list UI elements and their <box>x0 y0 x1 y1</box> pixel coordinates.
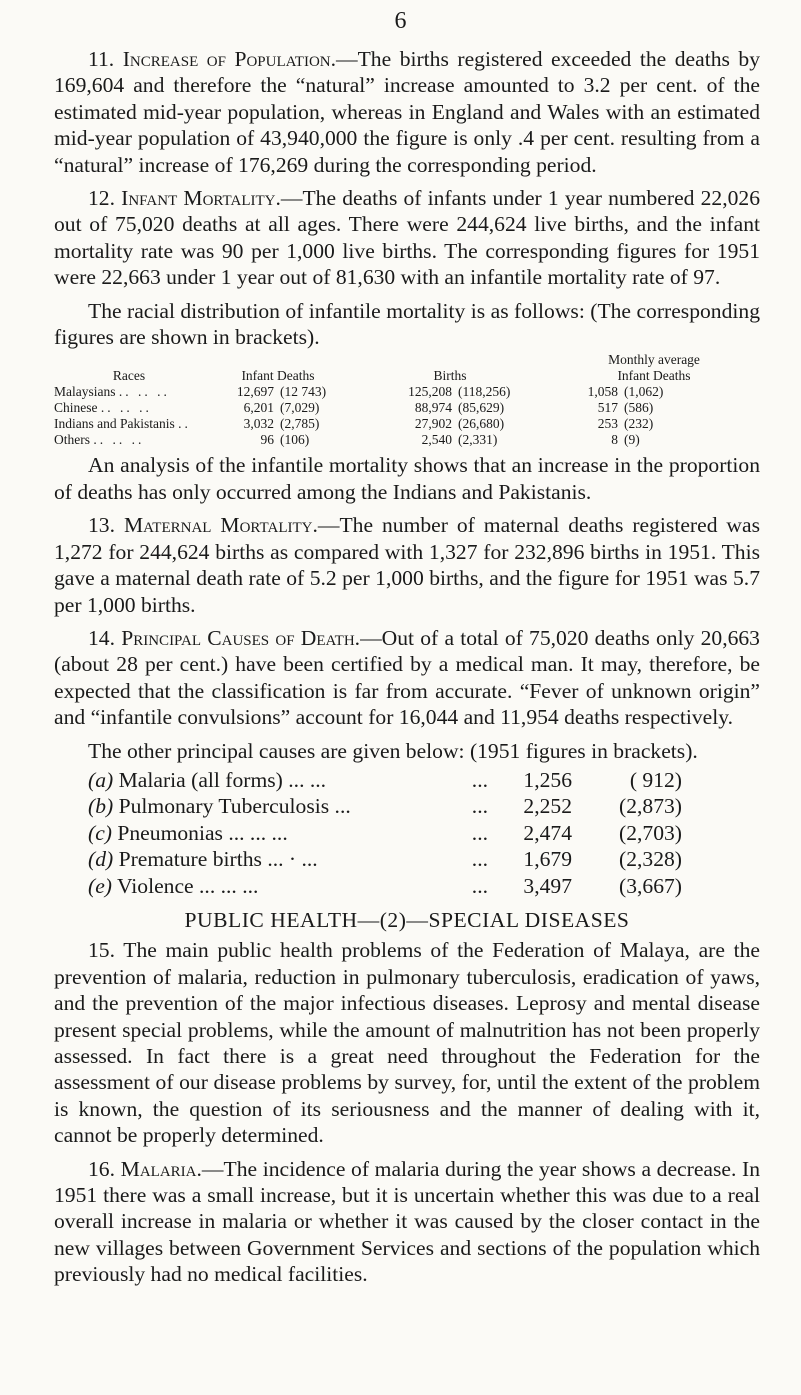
cause-label: (e) Violence ... ... ... <box>88 873 259 898</box>
deaths-prev-cell: (2,785) <box>280 416 320 432</box>
deaths-cell: 6,201 <box>243 400 274 416</box>
race-cell: Others .. .. .. <box>54 432 145 448</box>
deaths-cell: 12,697 <box>236 384 274 400</box>
monthly-prev-cell: (9) <box>624 432 640 448</box>
monthly-prev-cell: (232) <box>624 416 654 432</box>
racial-intro: The racial distribution of infantile mortality is as follows: (The corresponding figures are shown in brackets). <box>54 298 760 350</box>
monthly-prev-cell: (586) <box>624 400 654 416</box>
table-row <box>54 384 760 400</box>
list-item <box>88 793 760 819</box>
cause-prev-value: (3,667) <box>619 873 682 898</box>
race-cell: Chinese .. .. .. <box>54 400 152 416</box>
births-cell: 125,208 <box>408 384 452 400</box>
births-prev-cell: (118,256) <box>458 384 511 400</box>
cause-value: 2,252 <box>523 794 572 819</box>
list-item <box>88 820 760 846</box>
births-prev-cell: (85,629) <box>458 400 505 416</box>
header-infant-deaths: Infant Deaths <box>241 368 315 384</box>
births-cell: 88,974 <box>414 400 452 416</box>
paragraph-text: —Out of a total of 75,020 deaths only 20,663 (about 28 per cent.) have been certified by a medical man. It may, therefore, be expected that the classification is far from accurate. “Fever of unknown origin” and “infantile convulsions” account for 16,044 and 11,954 deaths respectively. <box>54 625 760 730</box>
paragraph-number: 14. <box>88 625 115 650</box>
cause-label: (b) Pulmonary Tuberculosis ... <box>88 794 351 819</box>
cause-label: (a) Malaria (all forms) ... ... <box>88 767 327 792</box>
list-item <box>88 846 760 872</box>
paragraph-title: Maternal Mortality. <box>123 513 318 538</box>
causes-list <box>88 767 760 899</box>
paragraph-text: —The births registered exceeded the deaths by 169,604 and therefore the “natural” increase amounted to 3.2 per cent. of the estimated mid-year population, whereas in England and Wales with an estimated mid-year population of 43,940,000 the figure is only .4 per cent. resulting from a “natural” increase of 176,269 during the corresponding period. <box>54 47 760 177</box>
paragraph-title: Principal Causes of Death. <box>121 625 361 650</box>
monthly-cell: 1,058 <box>587 384 618 400</box>
header-monthly-line2: Infant Deaths <box>617 368 691 384</box>
deaths-cell: 3,032 <box>243 416 274 432</box>
paragraph-text: —The incidence of malaria during the year shows a decrease. In 1951 there was a small increase, but it is uncertain whether this was due to a real overall increase in malaria or whether it was caused by the closer contact in the new villages between Government Services and sections of the population which previously had no medical facilities. <box>54 1156 761 1287</box>
cause-value: 3,497 <box>523 873 572 898</box>
births-cell: 2,540 <box>421 432 452 448</box>
list-item <box>88 873 760 899</box>
births-prev-cell: (26,680) <box>458 416 505 432</box>
cause-prev-value: (2,328) <box>619 847 682 872</box>
cause-dots: ... <box>471 767 488 792</box>
header-monthly-average <box>548 352 760 384</box>
deaths-prev-cell: (7,029) <box>280 400 320 416</box>
cause-prev-value: (2,873) <box>619 794 682 819</box>
paragraph-title: Infant Mortality. <box>121 186 281 211</box>
monthly-cell: 517 <box>597 400 618 416</box>
race-cell: Indians and Pakistanis .. <box>54 416 191 432</box>
monthly-cell: 8 <box>611 432 618 448</box>
cause-prev-value: (2,703) <box>619 820 682 845</box>
paragraph-number: 13. <box>88 513 115 538</box>
cause-label: (c) Pneumonias ... ... ... <box>88 820 288 845</box>
cause-prev-value: ( 912) <box>629 767 682 792</box>
table-row <box>54 400 760 416</box>
paragraph-13 <box>54 512 760 618</box>
section-heading: PUBLIC HEALTH—(2)—SPECIAL DISEASES <box>184 907 630 932</box>
race-cell: Malaysians .. .. .. <box>54 384 170 400</box>
analysis-paragraph: An analysis of the infantile mortality shows that an increase in the proportion of deaths has only occurred among the Indians and Pakistanis. <box>54 453 760 504</box>
cause-value: 1,256 <box>523 767 572 792</box>
header-births: Births <box>433 368 467 384</box>
births-prev-cell: (2,331) <box>458 432 498 448</box>
cause-dots: ... <box>471 847 488 872</box>
monthly-prev-cell: (1,062) <box>624 384 664 400</box>
cause-value: 2,474 <box>523 820 572 845</box>
page-number: 6 <box>394 8 407 34</box>
header-monthly-line1: Monthly average <box>608 352 700 368</box>
header-races: Races <box>112 368 146 384</box>
cause-dots: ... <box>471 794 488 819</box>
paragraph-title: Increase of Population. <box>122 47 337 71</box>
deaths-cell: 96 <box>260 432 274 448</box>
deaths-prev-cell: (106) <box>280 432 310 448</box>
cause-label: (d) Premature births ... · ... <box>88 847 318 872</box>
list-item <box>88 767 760 793</box>
table-row <box>54 432 760 448</box>
cause-dots: ... <box>471 820 488 845</box>
causes-intro: The other principal causes are given below: (1951 figures in brackets). <box>88 738 698 763</box>
table-header-row <box>54 352 760 384</box>
paragraph-number: 11. <box>88 47 115 71</box>
births-cell: 27,902 <box>414 416 452 432</box>
cause-value: 1,679 <box>523 847 572 872</box>
monthly-cell: 253 <box>597 416 618 432</box>
paragraph-text: —The deaths of infants under 1 year numbered 22,026 out of 75,020 deaths at all ages. There were 244,624 live births, and the infant mortality rate was 90 per 1,000 live births. The corresponding figures for 1951 were 22,663 under 1 year out of 81,630 with an infantile mortality rate of 97. <box>54 186 760 290</box>
paragraph-16 <box>54 1156 760 1288</box>
paragraph-text: —The number of maternal deaths registered was 1,272 for 244,624 births as compared with 1,327 for 232,896 births in 1951. This gave a maternal death rate of 5.2 per 1,000 births, and the figure for 1951 was 5.7 per 1,000 births. <box>54 513 760 617</box>
cause-dots: ... <box>471 873 488 898</box>
race-mortality-table <box>54 352 760 448</box>
paragraph-title: Malaria. <box>120 1156 202 1181</box>
paragraph-number: 16. <box>88 1156 115 1181</box>
deaths-prev-cell: (12 743) <box>280 384 327 400</box>
table-row <box>54 416 760 432</box>
paragraph-15: 15. The main public health problems of the Federation of Malaya, are the prevention of malaria, reduction in pulmonary tuberculosis, eradication of yaws, and the prevention of the major infectious diseases. Leprosy and mental disease present special problems, while the amount of malnutrition has not been properly assessed. In fact there is a great need throughout the Federation for the assessment of our disease problems by survey, for, until the extent of the problem is known, the question of its seriousness and the manner of dealing with it, cannot be properly determined. <box>54 938 760 1148</box>
document-body <box>54 46 760 1295</box>
paragraph-12 <box>54 185 760 291</box>
paragraph-14 <box>54 625 760 731</box>
paragraph-number: 12. <box>88 186 115 211</box>
paragraph-11 <box>54 46 760 178</box>
